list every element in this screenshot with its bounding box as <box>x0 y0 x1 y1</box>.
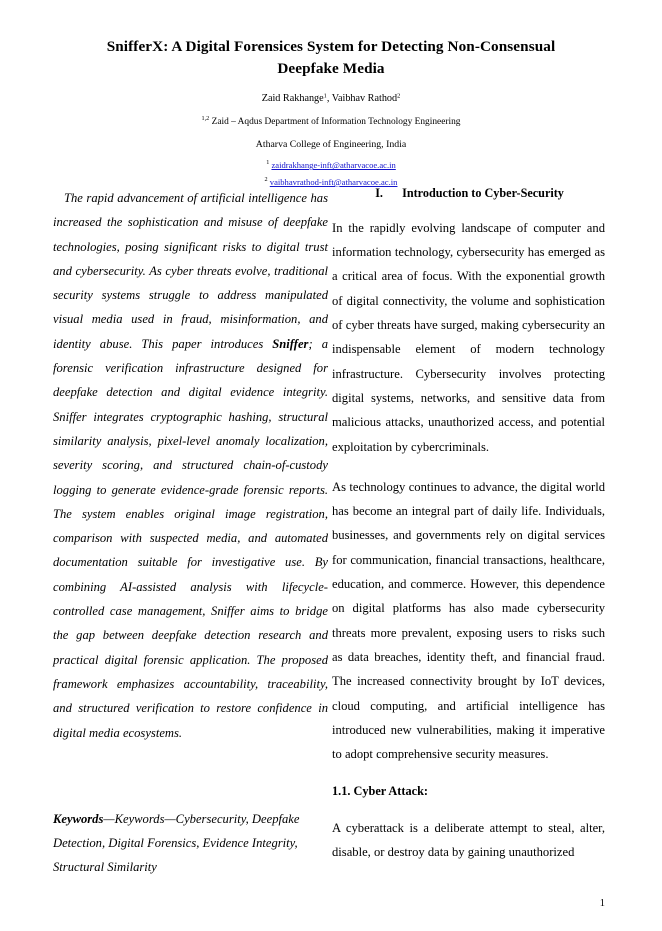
section1-paragraph-2: As technology continues to advance, the digital world has become an integral part of daily life. Individuals, businesses, and governments rely on digital services for communication, financial transactions, healthcare, education, and commerce. However, this dependence on digital platforms has also made cybersecurity threats more prevalent, exposing users to risks such as data breaches, identity theft, and financial fraud. The increased connectivity brought by IoT devices, cloud computing, and artificial intelligence has introduced new vulnerabilities, making it imperative to adopt comprehensive security measures. <box>332 479 605 762</box>
subsection11-paragraph: A cyberattack is a deliberate attempt to steal, alter, disable, or destroy data by gaining unauthorized <box>332 820 605 860</box>
title-block <box>0 0 662 190</box>
author-two-superscript: 2 <box>397 92 401 100</box>
page-title: SnifferX: A Digital Forensices System for Detecting Non-Consensual Deepfake Media <box>106 38 556 77</box>
email-one-superscript: 1 <box>266 159 270 167</box>
abstract-bold-term: Sniffer <box>272 336 309 351</box>
subsection-heading-cyber-attack <box>332 782 605 800</box>
keywords-label: Keywords <box>53 811 104 826</box>
email-line-one <box>82 159 580 173</box>
left-column <box>53 186 328 880</box>
two-column-body <box>0 186 662 880</box>
keywords-paragraph <box>53 807 328 880</box>
author-one-superscript: 1 <box>323 92 327 100</box>
affiliation-line <box>82 115 580 130</box>
abstract-text-part-two: ; a forensic verification infrastructure designed for deepfake detection and digital evidence integrity. Sniffer integrates cryptographic hashing, structural similarity analysis, pixel-level anomaly localization, severity scoring, and structured chain-of-custody logging to generate evidence-grade forensic reports. The system enables original image registration, comparison with suspected media, and automated documentation suitable for investigative use. By combining AI-assisted analysis with lifecycle-controlled case management, Sniffer aims to bridge the gap between deepfake detection research and practical digital forensic application. The proposed framework emphasizes accountability, traceability, and structured verification to restore confidence in digital media ecosystems. <box>53 336 329 740</box>
keywords-list: —Keywords—Cybersecurity, Deepfake Detection, Digital Forensics, Evidence Integrity, Structural Similarity <box>53 811 300 875</box>
subsection-number: 1.1. <box>332 784 351 799</box>
author-line <box>82 91 580 106</box>
section1-paragraph-1: In the rapidly evolving landscape of computer and information technology, cybersecurity has emerged as a critical area of focus. With the exponential growth of digital connectivity, the volume and sophistication of cyber threats have surged, making cybersecurity an indispensable element of modern technology infrastructure. Cybersecurity involves protecting digital systems, networks, and sensitive data from malicious attacks, unauthorized access, and potential exploitation by cybercriminals. <box>332 220 605 454</box>
right-column <box>332 186 605 880</box>
email-link-author-one[interactable]: zaidrakhange-inft@atharvacoe.ac.in <box>271 160 396 171</box>
section-number: I. <box>375 186 383 200</box>
author-one-name: Zaid Rakhange <box>261 93 324 105</box>
email-link-author-two[interactable]: vaibhavrathod-inft@atharvacoe.ac.in <box>269 176 398 187</box>
section-heading-introduction <box>332 186 605 202</box>
abstract-text-part-one: The rapid advancement of artificial intelligence has increased the sophistication and misuse of deepfake technologies, posing significant risks to digital trust and cybersecurity. As cyber threats evolve, traditional security systems struggle to address manipulated visual media used in fraud, misinformation, and identity abuse. This paper introduces <box>53 191 328 351</box>
affiliation-college-line: Atharva College of Engineering, India <box>255 139 407 151</box>
affiliation-text: Zaid – Aqdus Department of Information Technology Engineering <box>209 117 461 128</box>
subsection-title: Cyber Attack: <box>353 784 429 799</box>
author-separator: , Vaibhav Rathod <box>326 93 398 105</box>
email-two-superscript: 2 <box>264 175 268 183</box>
affiliation-superscript: 1,2 <box>201 115 210 123</box>
abstract-paragraph <box>53 186 328 745</box>
section-title: Introduction to Cyber-Security <box>402 186 564 200</box>
page-number: 1 <box>599 897 605 909</box>
